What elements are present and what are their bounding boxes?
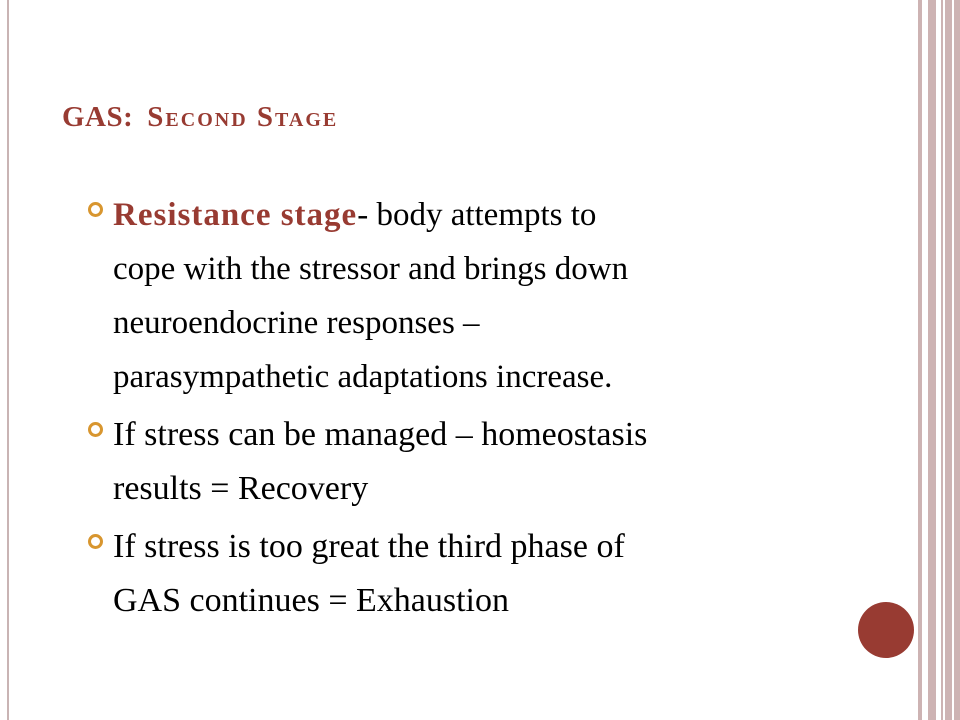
bullet-line: cope with the stressor and brings down (113, 251, 629, 287)
bullet-text (113, 408, 888, 516)
bullet-circle-icon (88, 202, 103, 217)
bullet-list (88, 188, 888, 632)
title-main: Second Stage (147, 101, 339, 133)
bullet-line: results = Recovery (113, 470, 369, 507)
stripe (918, 0, 922, 720)
stripe (941, 0, 943, 720)
stripe (928, 0, 936, 720)
bullet-item (88, 188, 888, 404)
left-border-line (7, 0, 9, 720)
bullet-line: GAS continues = Exhaustion (113, 582, 509, 619)
bullet-line-text: - body attempts to (357, 197, 597, 233)
bullet-text (113, 188, 888, 404)
bullet-circle-icon (88, 534, 103, 549)
bullet-text (113, 520, 888, 628)
term-resistance-stage: Resistance stage (113, 197, 358, 233)
title-prefix: GAS: (62, 101, 134, 133)
slide-title (62, 101, 338, 134)
bullet-circle-icon (88, 422, 103, 437)
bullet-item (88, 520, 888, 628)
bullet-line: If stress can be managed – homeostasis (113, 416, 648, 453)
bullet-line: If stress is too great the third phase of (113, 528, 625, 565)
right-decorative-stripes (918, 0, 960, 720)
bullet-line: neuroendocrine responses – (113, 305, 480, 341)
bullet-line: parasympathetic adaptations increase. (113, 359, 613, 395)
bullet-line (113, 188, 888, 242)
bullet-item (88, 408, 888, 516)
decorative-circle (858, 602, 914, 658)
stripe-gap (952, 0, 954, 720)
